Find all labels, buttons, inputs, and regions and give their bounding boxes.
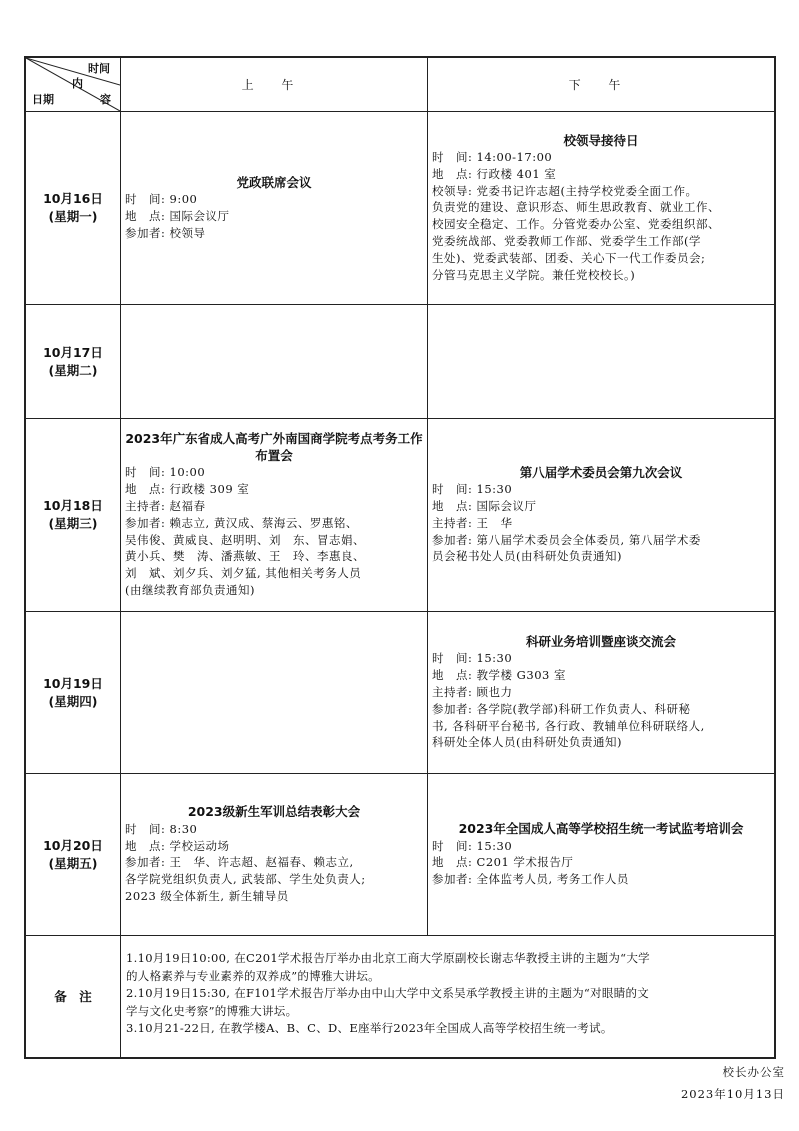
note-line: 2.10月19日15:30, 在F101学术报告厅举办由中山大学中文系吴承学教授主讲的主题为“对眼睛的文	[126, 986, 650, 1000]
diag-content-label-2: 容	[100, 93, 111, 106]
weekday-label: (星期二)	[48, 362, 98, 378]
notes-content	[120, 936, 774, 1057]
am-event	[120, 419, 427, 611]
date-cell	[26, 305, 121, 418]
event-detail-line: 地 点: 教学楼 G303 室	[432, 668, 566, 683]
event-detail-line: 各学院党组织负责人, 武装部、学生处负责人;	[125, 872, 366, 887]
event-title: 党政联席会议	[236, 174, 312, 190]
pm-event	[427, 419, 774, 611]
footer-office: 校长办公室	[722, 1065, 785, 1079]
event-detail-line: 校园安全稳定、工作。分管党委办公室、党委组织部、	[432, 217, 720, 232]
event-detail-line: 参加者: 校领导	[125, 225, 206, 240]
pm-event	[427, 112, 774, 304]
am-cell	[120, 112, 428, 304]
event-detail-line: 参加者: 赖志立, 黄汉成、蔡海云、罗惠铭、	[125, 515, 358, 530]
event-detail-line: 党委统战部、党委教师工作部、党委学生工作部(学	[432, 234, 701, 249]
am-event	[120, 612, 427, 773]
date-cell	[26, 612, 121, 773]
event-detail-line: 时 间: 15:30	[432, 651, 513, 666]
am-cell	[120, 305, 428, 418]
event-detail-line: 地 点: 学校运动场	[125, 838, 230, 853]
header-pm-label: 下 午	[568, 78, 633, 92]
date-label: 10月18日	[43, 498, 103, 513]
event-detail-line: 地 点: C201 学术报告厅	[432, 855, 574, 870]
day-row-mon	[26, 111, 774, 304]
pm-event	[427, 774, 774, 935]
day-row-thu	[26, 611, 774, 773]
diag-content-label-1: 内	[72, 77, 83, 90]
event-detail-line: 时 间: 14:00-17:00	[432, 150, 553, 165]
weekday-label: (星期四)	[48, 693, 98, 709]
pm-cell	[427, 112, 774, 304]
date-label: 10月16日	[43, 191, 103, 206]
event-detail-line: 地 点: 国际会议厅	[432, 499, 537, 514]
event-detail-line: 黄小兵、樊 涛、潘燕敏、王 玲、李惠良、	[125, 549, 365, 564]
event-detail-line: 吴伟俊、黄威良、赵明明、刘 东、冒志娟、	[125, 532, 365, 547]
pm-cell	[427, 612, 774, 773]
pm-event	[427, 305, 774, 418]
diag-date-label: 日期	[32, 93, 54, 106]
date-label: 10月19日	[43, 675, 103, 691]
event-title: 科研业务培训暨座谈交流会	[525, 633, 676, 649]
day-row-wed	[26, 418, 774, 611]
event-detail-line: 时 间: 10:00	[125, 465, 206, 480]
weekday-label: (星期五)	[48, 855, 98, 871]
note-line: 1.10月19日10:00, 在C201学术报告厅举办由北京工商大学原副校长谢志华教授主讲的主题为“大学	[126, 951, 650, 965]
event-detail-line: 地 点: 行政楼 309 室	[125, 482, 250, 497]
am-cell	[120, 774, 428, 935]
pm-event	[427, 612, 774, 773]
event-detail-line: 主持者: 赵福春	[125, 498, 206, 513]
header-am	[120, 58, 428, 111]
header-row	[26, 58, 774, 111]
date-cell	[26, 774, 121, 935]
event-detail-line: 时 间: 8:30	[125, 821, 198, 836]
diagonal-header	[26, 58, 120, 109]
event-detail-line: (由继续教育部负责通知)	[125, 582, 255, 597]
event-detail-line: 主持者: 王 华	[432, 515, 513, 530]
event-detail-line: 2023 级全体新生, 新生辅导员	[125, 888, 289, 903]
notes-label-cell	[26, 936, 121, 1057]
event-detail-line: 书, 各科研平台秘书, 各行政、教辅单位科研联络人,	[432, 718, 705, 733]
event-detail-line: 参加者: 第八届学术委员会全体委员, 第八届学术委	[432, 532, 701, 547]
note-line: 学与文化史考察”的博雅大讲坛。	[126, 1003, 298, 1018]
event-detail-line: 参加者: 王 华、许志超、赵福春、赖志立,	[125, 855, 354, 870]
diag-time-label: 时间	[88, 62, 110, 75]
event-detail-line: 时 间: 9:00	[125, 192, 198, 207]
event-detail-line: 刘 斌、刘夕兵、刘夕猛, 其他相关考务人员	[125, 566, 362, 581]
pm-cell	[427, 305, 774, 418]
event-detail-line: 员会秘书处人员(由科研处负责通知)	[432, 549, 622, 564]
schedule-table	[24, 56, 776, 1059]
date-cell	[26, 419, 121, 611]
note-line: 3.10月21-22日, 在教学楼A、B、C、D、E座举行2023年全国成人高等学校招生统一考试。	[126, 1021, 613, 1035]
event-detail-line: 时 间: 15:30	[432, 482, 513, 497]
am-cell	[120, 419, 428, 611]
header-diagonal-cell	[26, 58, 121, 111]
event-detail-line: 科研处全体人员(由科研处负责通知)	[432, 735, 622, 750]
event-detail-line: 时 间: 15:30	[432, 838, 513, 853]
event-detail-line: 生处)、党委武装部、团委、关心下一代工作委员会;	[432, 250, 706, 265]
event-title: 校领导接待日	[563, 132, 639, 148]
event-detail-line: 参加者: 各学院(教学部)科研工作负责人、科研秘	[432, 701, 691, 716]
date-label: 10月17日	[43, 344, 103, 360]
event-title: 2023级新生军训总结表彰大会	[187, 804, 361, 820]
event-title: 2023年全国成人高等学校招生统一考试监考培训会	[458, 821, 744, 837]
day-row-tue	[26, 304, 774, 418]
notes-row	[26, 935, 774, 1057]
am-event	[120, 774, 427, 935]
weekday-label: (星期三)	[48, 516, 98, 531]
note-line: 的人格素养与专业素养的双养成”的博雅大讲坛。	[126, 968, 380, 983]
pm-cell	[427, 774, 774, 935]
am-event	[120, 305, 427, 418]
event-detail-line: 负责党的建设、意识形态、师生思政教育、就业工作、	[432, 200, 720, 215]
weekday-label: (星期一)	[48, 209, 98, 224]
event-detail-line: 地 点: 行政楼 401 室	[432, 166, 557, 181]
event-detail-line: 参加者: 全体监考人员, 考务工作人员	[432, 872, 629, 887]
event-detail-line: 分管马克思主义学院。兼任党校校长。)	[432, 267, 636, 282]
event-detail-line: 校领导: 党委书记许志超(主持学校党委全面工作。	[432, 183, 698, 198]
header-pm	[427, 58, 774, 111]
day-row-fri	[26, 773, 774, 935]
am-event	[120, 112, 427, 304]
footer-date: 2023年10月13日	[680, 1087, 785, 1101]
pm-cell	[427, 419, 774, 611]
date-label: 10月20日	[43, 837, 103, 853]
am-cell	[120, 612, 428, 773]
header-am-label: 上 午	[241, 78, 306, 92]
date-cell	[26, 112, 121, 304]
event-title: 第八届学术委员会第九次会议	[519, 464, 683, 480]
event-title: 2023年广东省成人高考广外南国商学院考点考务工作布置会	[125, 431, 423, 463]
notes-label: 备 注	[54, 988, 92, 1004]
event-detail-line: 主持者: 顾也力	[432, 684, 513, 699]
event-detail-line: 地 点: 国际会议厅	[125, 208, 230, 223]
